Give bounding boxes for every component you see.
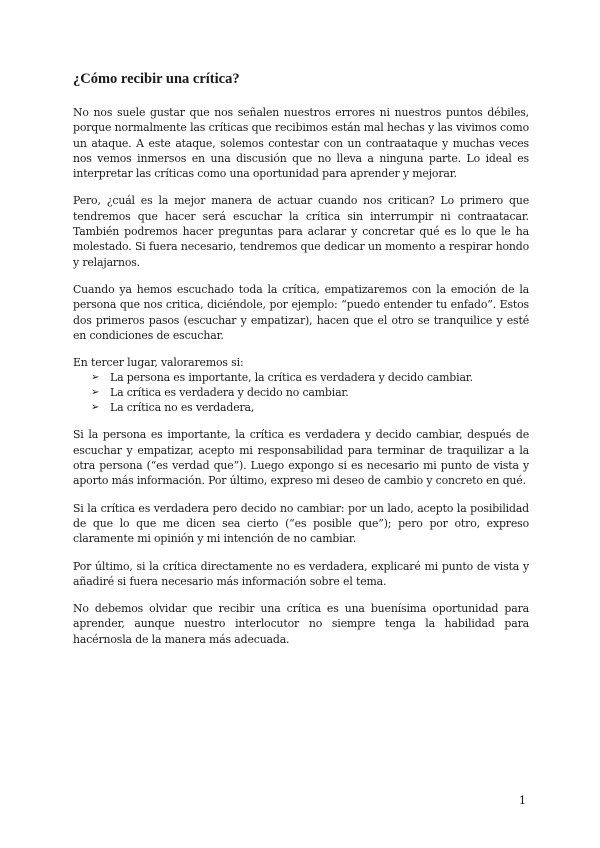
- paragraph-case-no-change: Si la crítica es verdadera pero decido no cambiar: por un lado, acepto la posibilidad de que lo que me dicen sea cierto (“es posible que”); pero por otro, expreso claramente mi opinión y mi intención de no cambiar.: [73, 501, 529, 546]
- list-item-text: La crítica es verdadera y decido no cambiar.: [110, 386, 349, 400]
- evaluation-list: [73, 370, 529, 415]
- paragraph-how-to-act: Pero, ¿cuál es la mejor manera de actuar cuando nos critican? Lo primero que tendremos que hacer será escuchar la crítica sin interrumpir ni contraatacar. También podremos hacer preguntas para aclarar y concretar qué es lo que le ha molestado. Si fuera necesario, tendremos que dedicar un momento a respirar hondo y relajarnos.: [73, 194, 529, 269]
- paragraph-evaluate-intro: En tercer lugar, valoraremos si:: [73, 356, 244, 370]
- arrow-bullet-icon: ➢: [91, 402, 100, 414]
- page-number: 1: [519, 794, 526, 807]
- paragraph-intro: No nos suele gustar que nos señalen nuestros errores ni nuestros puntos débiles, porque normalmente las críticas que recibimos están mal hechas y las vivimos como un ataque. A este ataque, solemos contestar con un contraataque y muchas veces nos vemos inmersos en una discusión que no lleva a ninguna parte. Lo ideal es interpretar las críticas como una oportunidad para aprender y mejorar.: [73, 106, 529, 181]
- paragraph-case-change: Si la persona es importante, la crítica es verdadera y decido cambiar, después de escuchar y empatizar, acepto mi responsabilidad para terminar de traquilizar a la otra persona (“es verdad que”). Luego expongo si es necesario mi punto de vista y aporto más información. Por último, expreso mi deseo de cambio y concreto en qué.: [73, 428, 529, 488]
- list-item: [91, 370, 529, 385]
- list-item: [91, 385, 529, 400]
- list-item: [91, 400, 529, 415]
- list-item-text: La persona es importante, la crítica es verdadera y decido cambiar.: [110, 371, 473, 385]
- paragraph-empathize: Cuando ya hemos escuchado toda la crítica, empatizaremos con la emoción de la persona que nos critica, diciéndole, por ejemplo: “puedo entender tu enfado”. Estos dos primeros pasos (escuchar y empatizar), hacen que el otro se tranquilice y esté en condiciones de escuchar.: [73, 282, 529, 342]
- list-item-text: La crítica no es verdadera,: [110, 401, 255, 415]
- arrow-bullet-icon: ➢: [91, 372, 100, 384]
- paragraph-conclusion: No debemos olvidar que recibir una crítica es una buenísima oportunidad para aprender, aunque nuestro interlocutor no siempre tenga la habilidad para hacérnosla de la manera más adecuada.: [73, 602, 529, 646]
- arrow-bullet-icon: ➢: [91, 387, 100, 399]
- paragraph-case-not-true: Por último, si la crítica directamente no es verdadera, explicaré mi punto de vista y añadiré si fuera necesario más información sobre el tema.: [73, 559, 529, 588]
- document-title: ¿Cómo recibir una crítica?: [73, 71, 240, 87]
- document-page: [73, 70, 529, 659]
